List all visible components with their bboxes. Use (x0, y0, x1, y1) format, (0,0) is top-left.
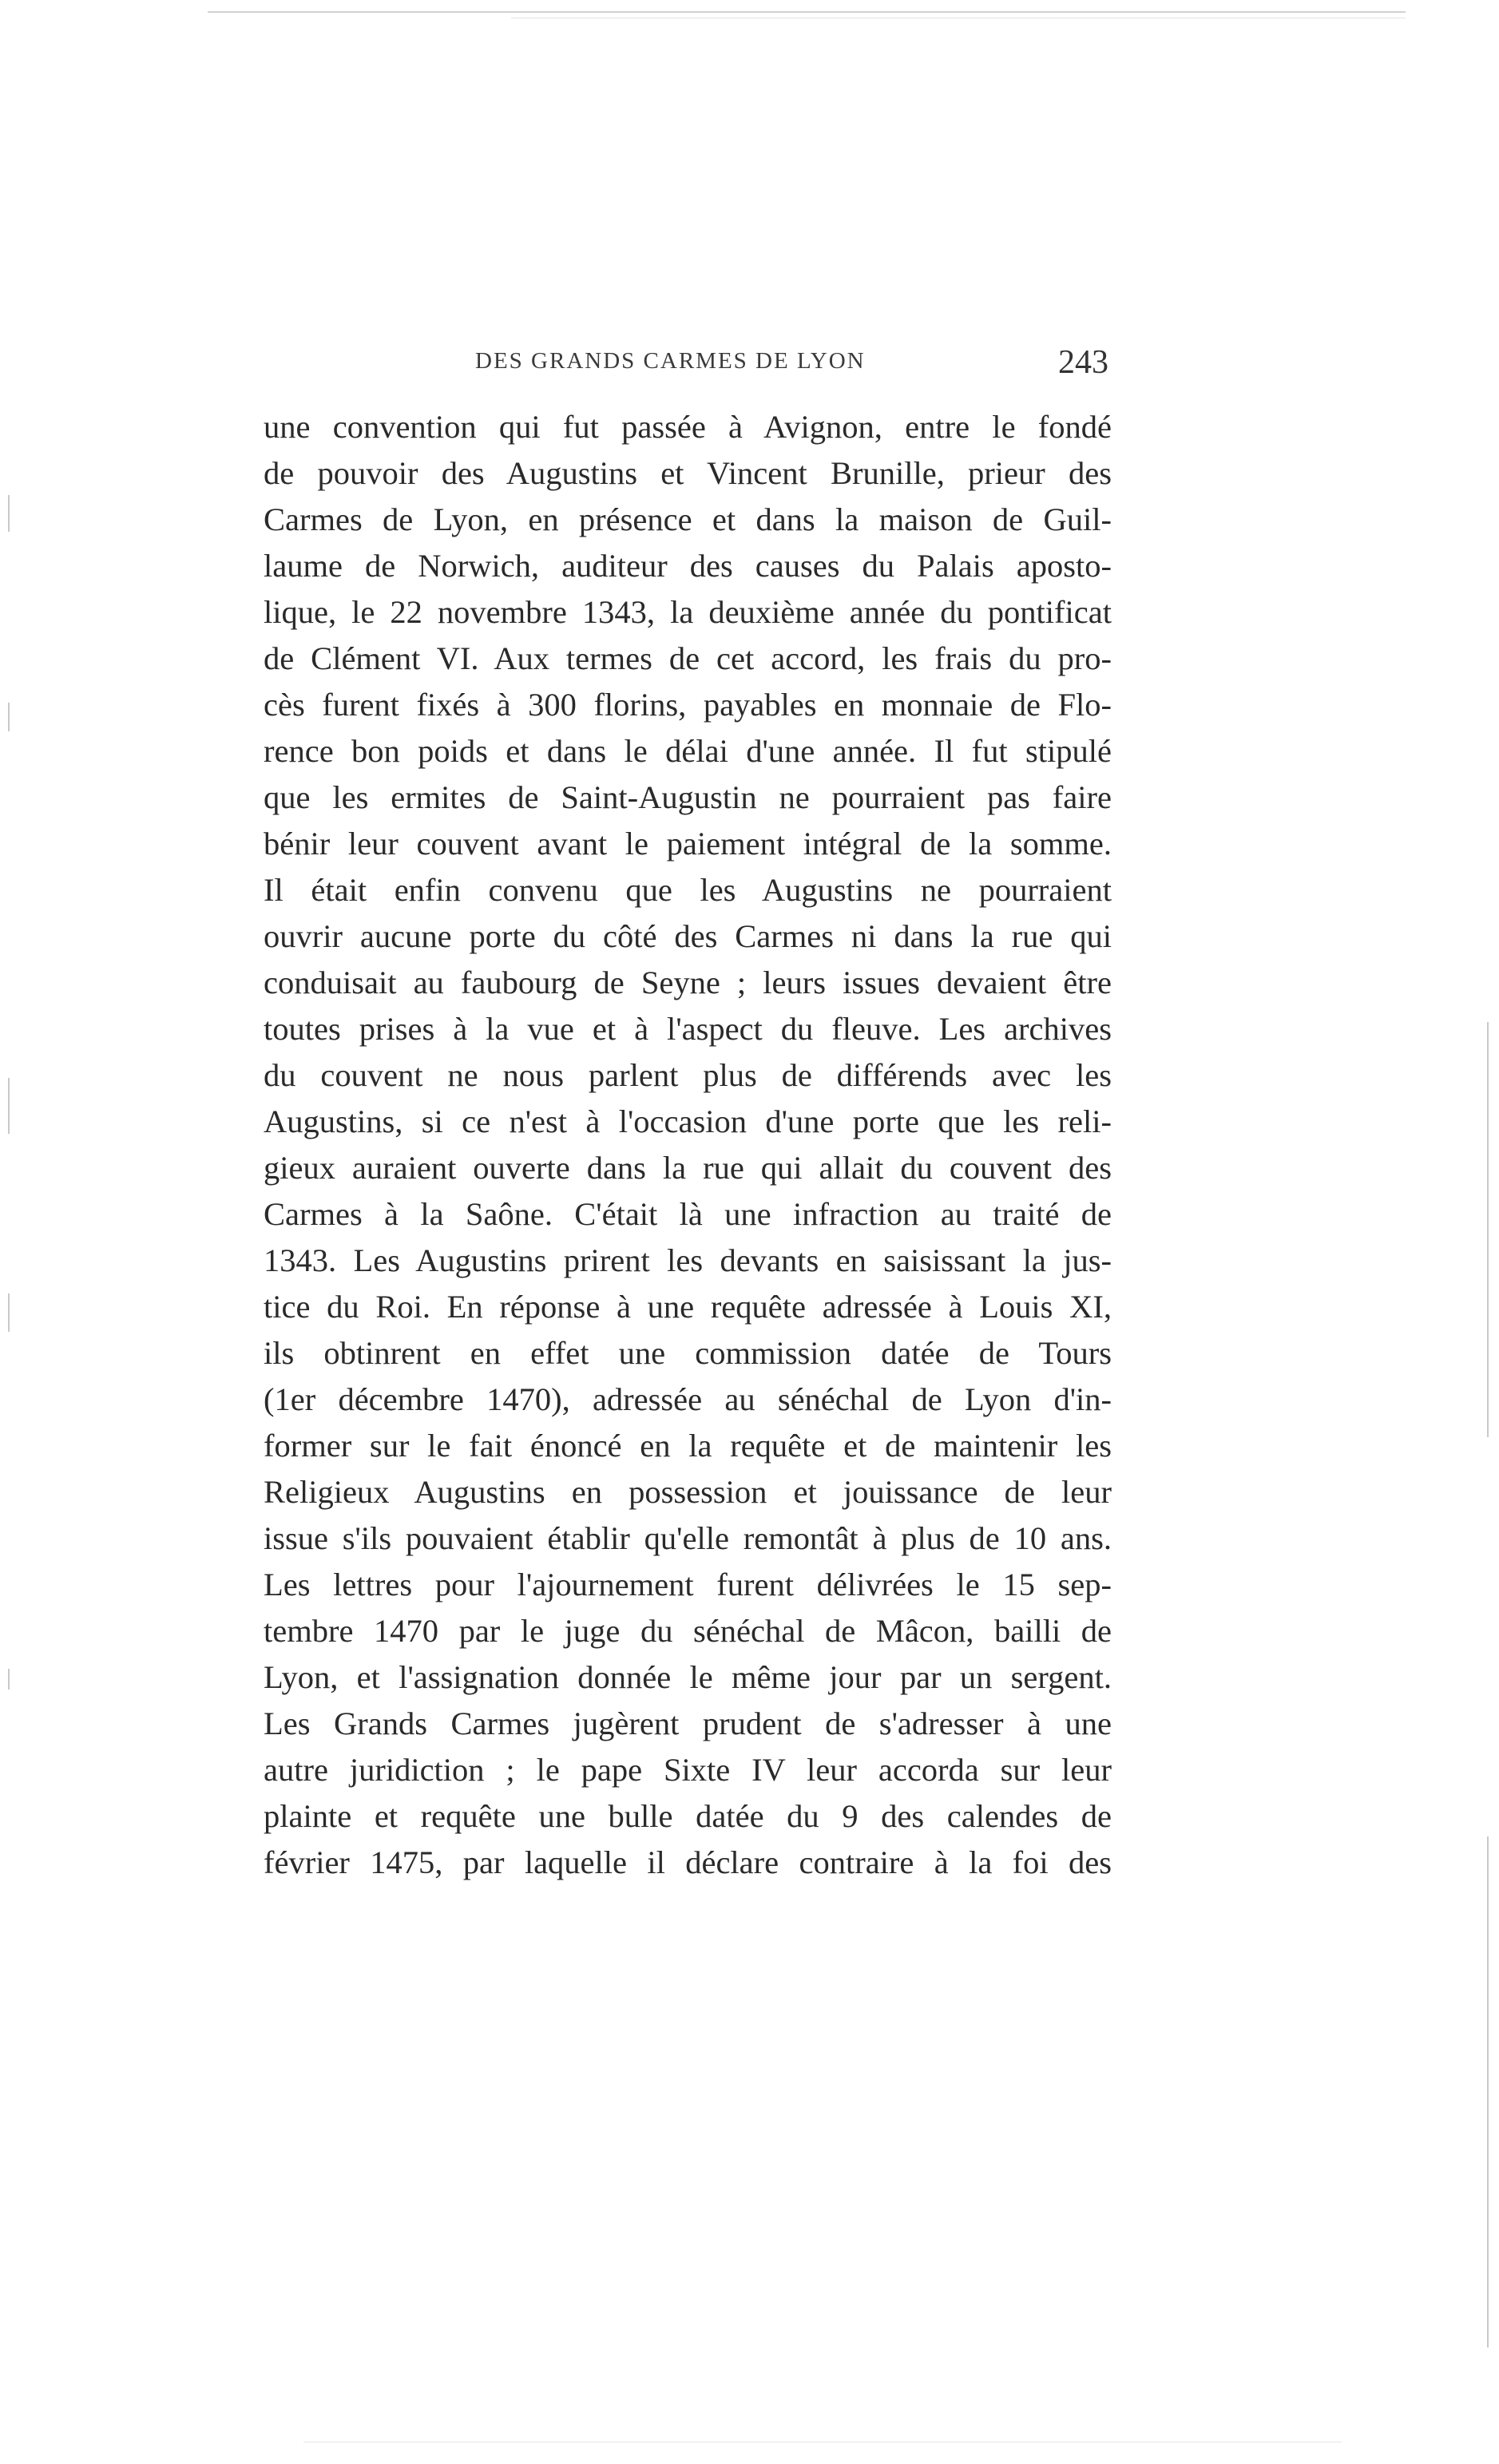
text-line: cès furent fixés à 300 florins, payables en monnaie de Flo- (264, 687, 1112, 723)
text-line: Augustins, si ce n'est à l'occasion d'une porte que les reli- (264, 1103, 1112, 1139)
text-line: autre juridiction ; le pape Sixte IV leur accorda sur leur (264, 1752, 1112, 1788)
text-line: de pouvoir des Augustins et Vincent Brunille, prieur des (264, 455, 1112, 491)
scan-margin-mark (8, 495, 10, 532)
scan-margin-mark (8, 1669, 10, 1690)
body-text (264, 404, 1112, 1886)
text-line: conduisait au faubourg de Seyne ; leurs issues devaient être (264, 965, 1112, 1000)
running-title: DES GRANDS CARMES DE LYON (475, 348, 866, 374)
text-line: de Clément VI. Aux termes de cet accord, les frais du pro- (264, 640, 1112, 676)
text-line: ouvrir aucune porte du côté des Carmes ni dans la rue qui (264, 918, 1112, 954)
text-line: ils obtinrent en effet une commission datée de Tours (264, 1335, 1112, 1371)
scan-margin-mark (8, 1078, 10, 1134)
scan-border-top (208, 11, 1406, 13)
text-line: Il était enfin convenu que les Augustins ne pourraient (264, 872, 1112, 908)
page-number: 243 (1058, 344, 1108, 381)
text-line: toutes prises à la vue et à l'aspect du fleuve. Les archives (264, 1011, 1112, 1047)
text-line: rence bon poids et dans le délai d'une année. Il fut stipulé (264, 733, 1112, 769)
text-line: Religieux Augustins en possession et jouissance de leur (264, 1474, 1112, 1510)
text-line: Les Grands Carmes jugèrent prudent de s'adresser à une (264, 1705, 1112, 1741)
scan-margin-mark (1487, 1836, 1489, 2347)
text-line: du couvent ne nous parlent plus de différends avec les (264, 1057, 1112, 1093)
text-line: une convention qui fut passée à Avignon, entre le fondé (264, 409, 1112, 445)
text-line: 1343. Les Augustins prirent les devants en saisissant la jus- (264, 1242, 1112, 1278)
scan-margin-mark (8, 1293, 10, 1332)
text-line: gieux auraient ouverte dans la rue qui allait du couvent des (264, 1150, 1112, 1186)
text-line: Lyon, et l'assignation donnée le même jour par un sergent. (264, 1659, 1112, 1695)
text-line: bénir leur couvent avant le paiement intégral de la somme. (264, 826, 1112, 862)
text-line: plainte et requête une bulle datée du 9 des calendes de (264, 1798, 1112, 1834)
text-line: que les ermites de Saint-Augustin ne pourraient pas faire (264, 779, 1112, 815)
text-line: février 1475, par laquelle il déclare contraire à la foi des (264, 1844, 1112, 1880)
page-header (264, 343, 1118, 391)
text-line: Carmes à la Saône. C'était là une infraction au traité de (264, 1196, 1112, 1232)
scan-margin-mark (8, 703, 10, 731)
text-line: tembre 1470 par le juge du sénéchal de Mâcon, bailli de (264, 1613, 1112, 1649)
text-line: tice du Roi. En réponse à une requête adressée à Louis XI, (264, 1289, 1112, 1325)
text-line: Carmes de Lyon, en présence et dans la maison de Guil- (264, 501, 1112, 537)
text-line: Les lettres pour l'ajournement furent délivrées le 15 sep- (264, 1567, 1112, 1602)
text-line: lique, le 22 novembre 1343, la deuxième année du pontificat (264, 594, 1112, 630)
text-line: issue s'ils pouvaient établir qu'elle remontât à plus de 10 ans. (264, 1520, 1112, 1556)
text-line: (1er décembre 1470), adressée au sénéchal de Lyon d'in- (264, 1381, 1112, 1417)
text-line: former sur le fait énoncé en la requête et de maintenir les (264, 1428, 1112, 1464)
scan-margin-mark (1487, 1022, 1489, 1437)
text-line: laume de Norwich, auditeur des causes du Palais aposto- (264, 548, 1112, 584)
